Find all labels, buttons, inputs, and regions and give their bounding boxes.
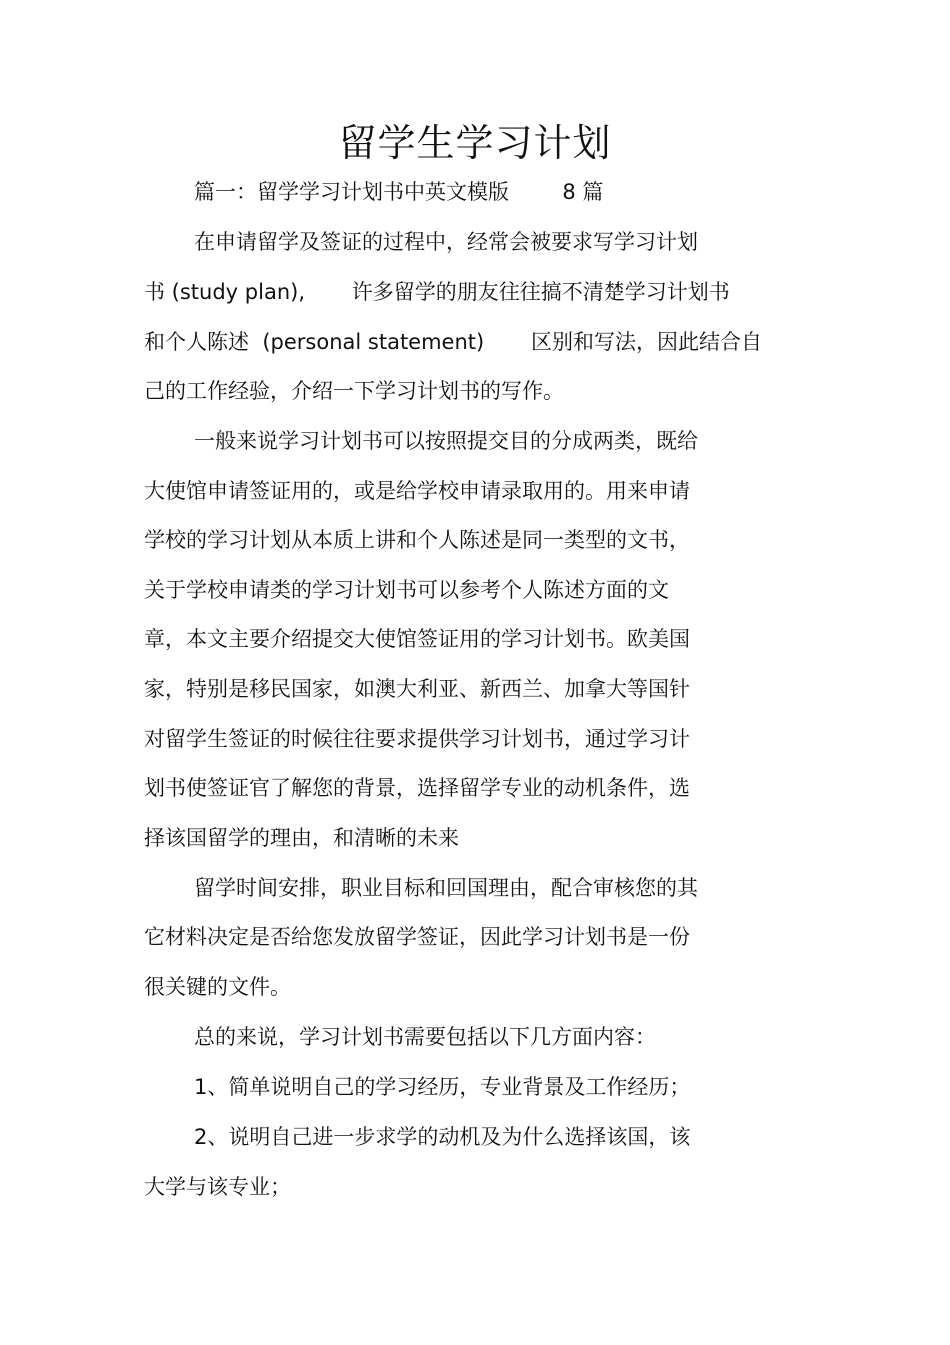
text-line: 对留学生签证的时候往往要求提供学习计划书，通过学习计 — [144, 727, 690, 751]
text-line: 一般来说学习计划书可以按照提交目的分成两类，既给 — [194, 429, 698, 453]
text-line: 学校的学习计划从本质上讲和个人陈述是同一类型的文书， — [144, 528, 690, 552]
text-line: 它材料决定是否给您发放留学签证，因此学习计划书是一份 — [144, 925, 690, 949]
text-line: 章，本文主要介绍提交大使馆签证用的学习计划书。欧美国 — [144, 627, 690, 651]
text-line: 择该国留学的理由，和清晰的未来 — [144, 826, 459, 850]
text-line: 很关键的文件。 — [144, 975, 291, 999]
text-line: 家，特别是移民国家，如澳大利亚、新西兰、加拿大等国针 — [144, 677, 690, 701]
text-line: 在申请留学及签证的过程中，经常会被要求写学习计划 — [194, 230, 698, 254]
list-item: 1、简单说明自己的学习经历，专业背景及工作经历； — [194, 1075, 691, 1099]
text-line: 留学时间安排，职业目标和回国理由，配合审核您的其 — [194, 876, 698, 900]
text-line: 划书使签证官了解您的背景，选择留学专业的动机条件，选 — [144, 776, 690, 800]
text-line: 大使馆申请签证用的，或是给学校申请录取用的。用来申请 — [144, 479, 690, 503]
text-line: 和个人陈述 (personal statement) 区别和写法，因此结合自 — [144, 330, 762, 354]
text-line: 大学与该专业； — [144, 1175, 291, 1199]
text-line: 己的工作经验，介绍一下学习计划书的写作。 — [144, 379, 564, 403]
page-title: 留学生学习计划 — [338, 121, 612, 165]
list-item: 2、说明自己进一步求学的动机及为什么选择该国，该 — [194, 1125, 691, 1149]
text-line: 关于学校申请类的学习计划书可以参考个人陈述方面的文 — [144, 578, 669, 602]
section-heading: 篇一：留学学习计划书中英文模版 8 篇 — [194, 180, 604, 204]
text-line: 书 (study plan), 许多留学的朋友往往搞不清楚学习计划书 — [144, 280, 730, 304]
text-line: 总的来说，学习计划书需要包括以下几方面内容： — [194, 1025, 656, 1049]
